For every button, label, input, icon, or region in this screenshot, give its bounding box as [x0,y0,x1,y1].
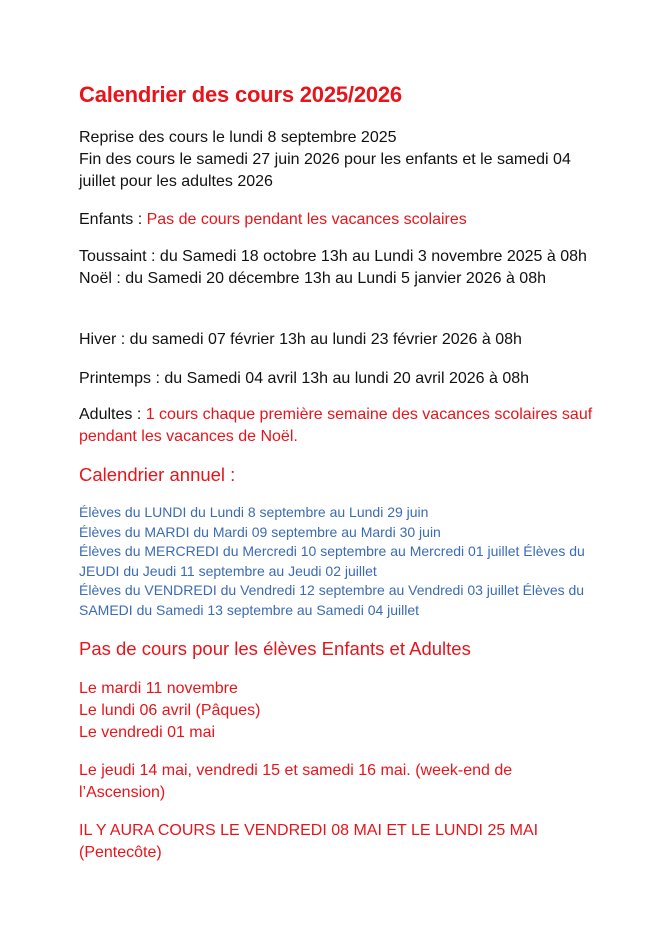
pas-de-cours-heading: Pas de cours pour les élèves Enfants et Adultes [79,638,471,659]
enfants-label: Enfants : [79,211,147,228]
annuel-list [79,503,599,620]
reprise-text: Reprise des cours le lundi 8 septembre 2025 [79,129,397,146]
enfants-note: Pas de cours pendant les vacances scolaires [146,211,467,228]
pentecote-block [79,820,599,864]
calendrier-annuel-heading: Calendrier annuel : [79,464,236,485]
annuel-line: Élèves du MARDI du Mardi 09 septembre au Mardi 30 juin [79,523,441,540]
hiver-text: Hiver : du samedi 07 février 13h au lundi 23 février 2026 à 08h [79,331,522,348]
printemps-block [79,368,599,390]
page-title: Calendrier des cours 2025/2026 [79,82,402,107]
date-item: Le lundi 06 avril (Pâques) [79,702,261,719]
date-item: Le vendredi 01 mai [79,724,216,741]
fin-text: Fin des cours le samedi 27 juin 2026 pour les enfants et le samedi 04 juillet pour les adultes 2026 [79,151,571,190]
reprise-fin-block [79,127,599,193]
adultes-block [79,404,599,448]
dates-list [79,678,599,744]
hiver-block [79,329,599,351]
printemps-text: Printemps : du Samedi 04 avril 13h au lundi 20 avril 2026 à 08h [79,370,530,387]
enfants-block [79,209,599,231]
annuel-line: Élèves du LUNDI du Lundi 8 septembre au Lundi 29 juin [79,504,429,520]
date-item: Le mardi 11 novembre [79,680,238,697]
vacances-toussaint-noel [79,246,599,290]
adultes-note: 1 cours chaque première semaine des vacances scolaires sauf pendant les vacances de Noël. [79,406,593,445]
adultes-label: Adultes : [79,406,146,423]
toussaint-text: Toussaint : du Samedi 18 octobre 13h au Lundi 3 novembre 2025 à 08h [79,248,587,265]
ascension-block [79,760,599,804]
annuel-line: Élèves du VENDREDI du Vendredi 12 septembre au Vendredi 03 juillet Élèves du SAMEDI du Samedi 13 septembre au Samedi 04 juillet [79,582,585,618]
annuel-line: Élèves du MERCREDI du Mercredi 10 septembre au Mercredi 01 juillet Élèves du JEUDI du Jeudi 11 septembre au Jeudi 02 juillet [79,543,585,579]
ascension-text: Le jeudi 14 mai, vendredi 15 et samedi 16 mai. (week-end de l’Ascension) [79,762,513,801]
noel-text: Noël : du Samedi 20 décembre 13h au Lundi 5 janvier 2026 à 08h [79,270,546,287]
pentecote-text: IL Y AURA COURS LE VENDREDI 08 MAI ET LE LUNDI 25 MAI (Pentecôte) [79,822,539,861]
